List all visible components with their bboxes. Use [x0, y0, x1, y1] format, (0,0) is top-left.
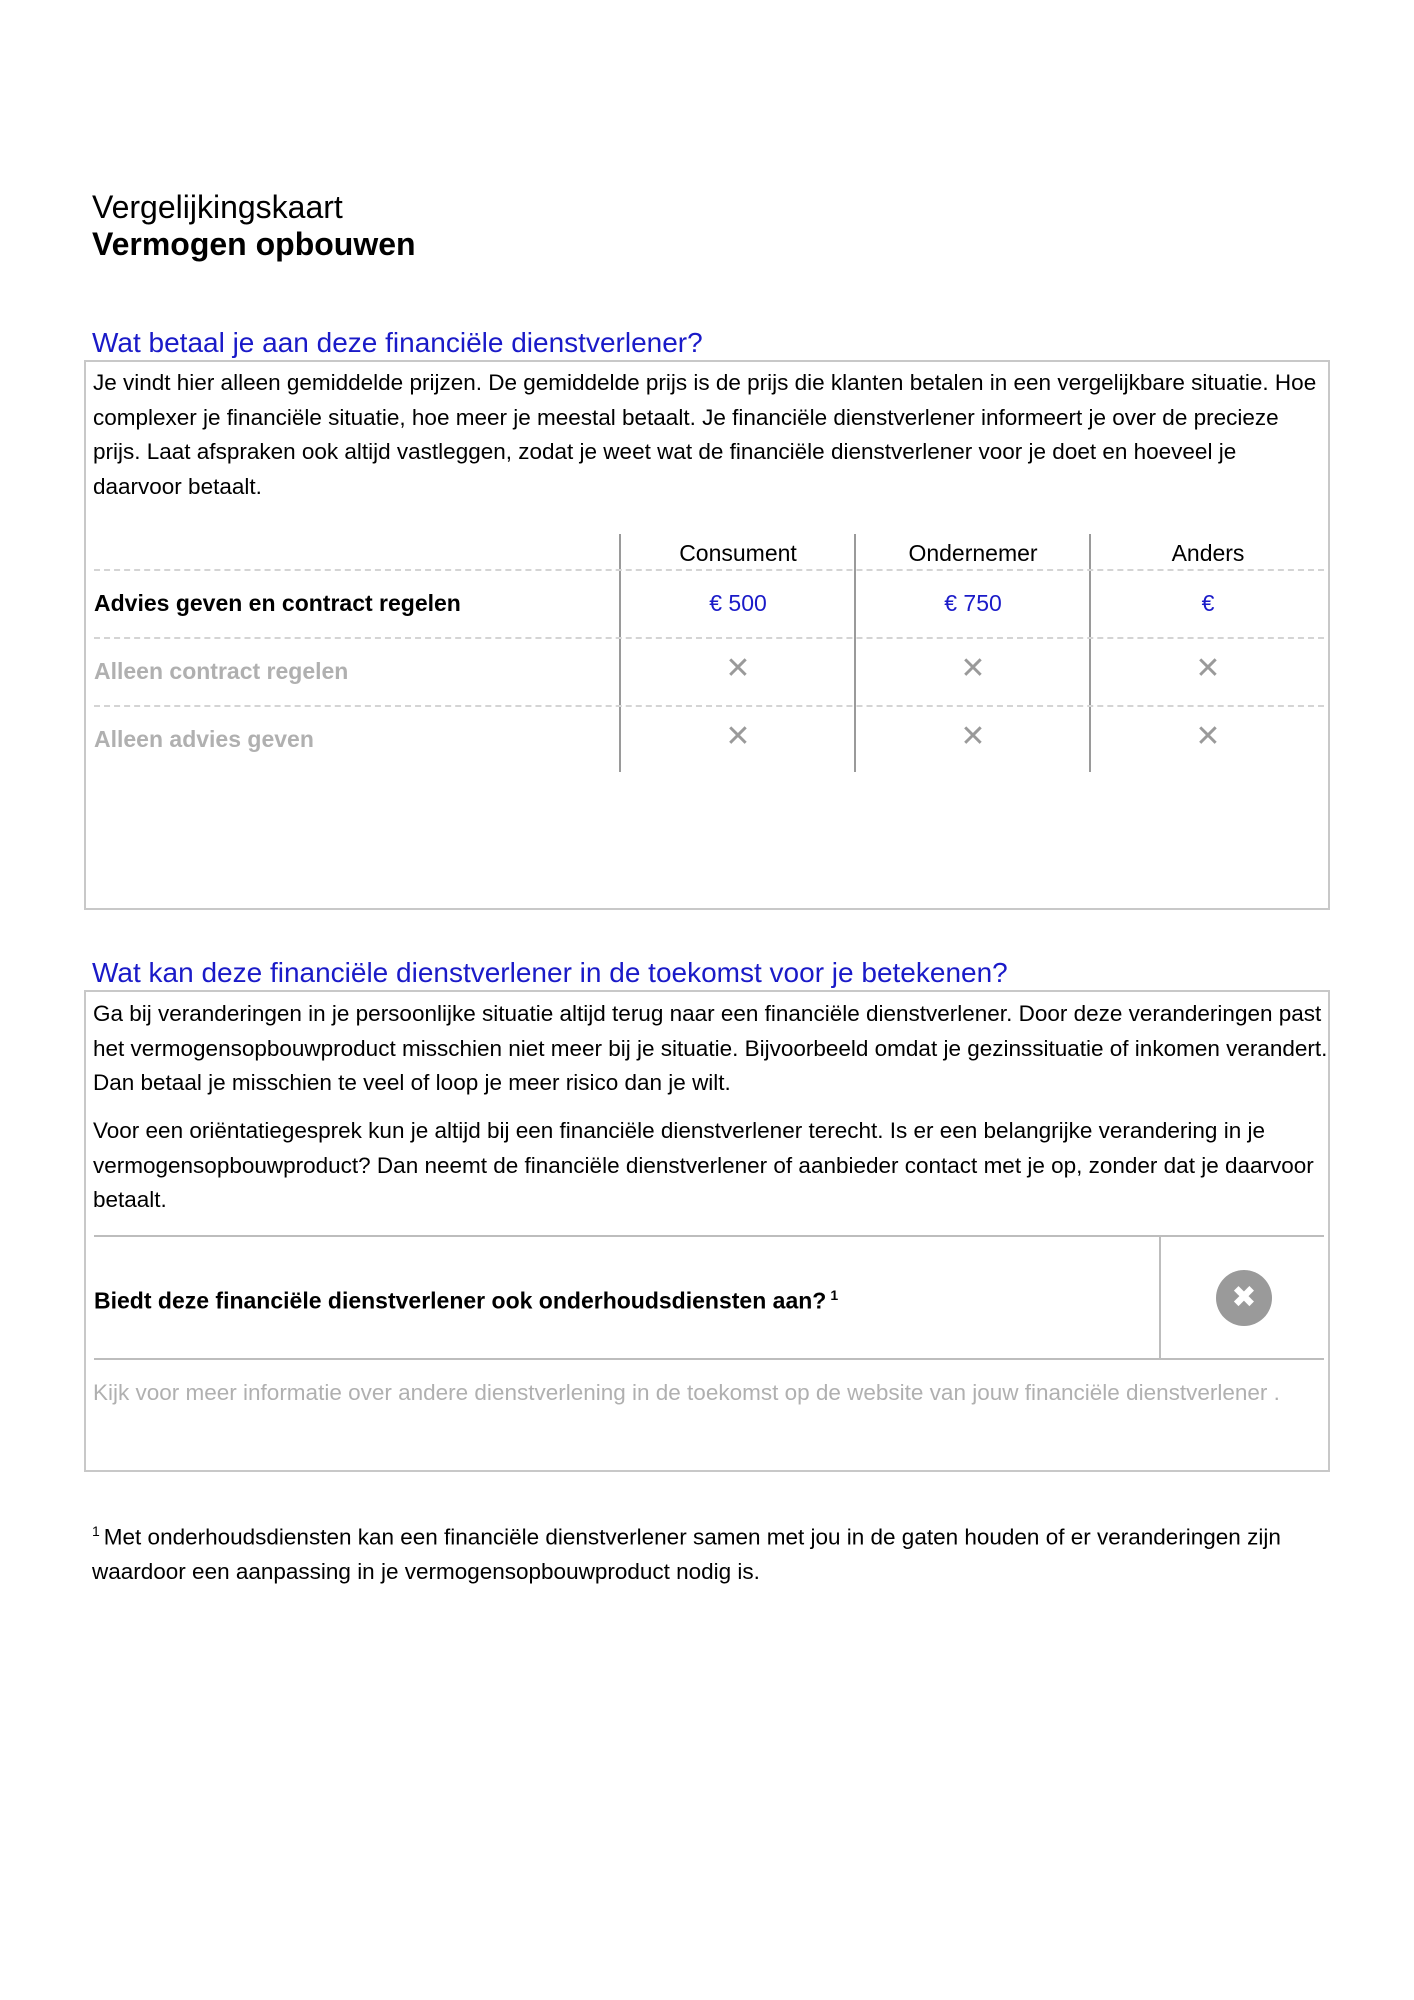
maintenance-question	[94, 1280, 838, 1316]
row-divider	[94, 705, 1324, 707]
price-consument: € 500	[709, 590, 767, 616]
pricing-box	[84, 360, 1330, 910]
footnote-number: 1	[92, 1523, 100, 1539]
footnote-text: Met onderhoudsdiensten kan een financiële dienstverlener samen met jou in de gaten houden of er veranderingen zijn waardoor een aanpassing in je vermogensopbouwproduct nodig is.	[92, 1524, 1281, 1584]
cross-icon: ✕	[1195, 720, 1221, 753]
question-divider-top	[94, 1235, 1324, 1237]
row-divider	[94, 637, 1324, 639]
more-info-text: Kijk voor meer informatie over andere dienstverlening in de toekomst op de website van jouw financiële dienstverlener .	[93, 1380, 1280, 1405]
document-title: Vergelijkingskaart	[92, 189, 343, 225]
row-label-advies-en-contract: Advies geven en contract regelen	[94, 590, 461, 616]
cross-icon: ✕	[960, 720, 986, 753]
price-anders: €	[1201, 590, 1215, 616]
column-header-anders: Anders	[1171, 540, 1245, 566]
future-paragraph-1: Ga bij veranderingen in je persoonlijke situatie altijd terug naar een financiële dienstverlener. Door deze veranderingen past het vermogensopbouwproduct misschien niet meer bij je situatie. Bijvoorbeeld omdat je gezinssituatie of inkomen verandert. Dan betaal je misschien te veel of loop je meer risico dan je wilt.	[93, 1001, 1328, 1095]
column-header-ondernemer: Ondernemer	[908, 540, 1038, 566]
cross-icon: ✕	[960, 652, 986, 685]
cross-icon: ✕	[725, 720, 751, 753]
question-divider-vertical	[1159, 1235, 1161, 1360]
price-ondernemer: € 750	[944, 590, 1002, 616]
future-box	[84, 990, 1330, 1472]
question-divider-bottom	[94, 1358, 1324, 1360]
column-header-consument: Consument	[679, 540, 797, 566]
row-divider	[94, 569, 1324, 571]
future-heading: Wat kan deze financiële dienstverlener in de toekomst voor je betekenen?	[92, 957, 1008, 988]
pricing-intro: Je vindt hier alleen gemiddelde prijzen. De gemiddelde prijs is de prijs die klanten betalen in een vergelijkbare situatie. Hoe complexer je financiële situatie, hoe meer je meestal betaalt. Je financiële dienstverlener informeert je over de precieze prijs. Laat afspraken ook altijd vastleggen, zodat je weet wat de financiële dienstverlener voor je doet en hoeveel je daarvoor betaalt.	[93, 370, 1317, 499]
x-circle-icon: ✖	[1216, 1270, 1272, 1326]
price-table	[86, 362, 1332, 908]
document-subtitle: Vermogen opbouwen	[92, 226, 416, 262]
footnote	[92, 1514, 1322, 1590]
future-paragraph-2: Voor een oriëntatiegesprek kun je altijd bij een financiële dienstverlener terecht. Is er een belangrijke verandering in je vermogensopbouwproduct? Dan neemt de financiële dienstverlener of aanbieder contact met je op, zonder dat je daarvoor betaalt.	[93, 1118, 1314, 1212]
row-label-alleen-advies: Alleen advies geven	[94, 726, 314, 752]
cross-icon: ✕	[1195, 652, 1221, 685]
row-label-alleen-contract: Alleen contract regelen	[94, 658, 349, 684]
maintenance-question-text: Biedt deze financiële dienstverlener ook onderhoudsdiensten aan?	[94, 1287, 827, 1314]
pricing-heading: Wat betaal je aan deze financiële dienstverlener?	[92, 327, 703, 358]
footnote-mark: 1	[830, 1287, 839, 1303]
title-block	[92, 188, 416, 262]
cross-icon: ✕	[725, 652, 751, 685]
